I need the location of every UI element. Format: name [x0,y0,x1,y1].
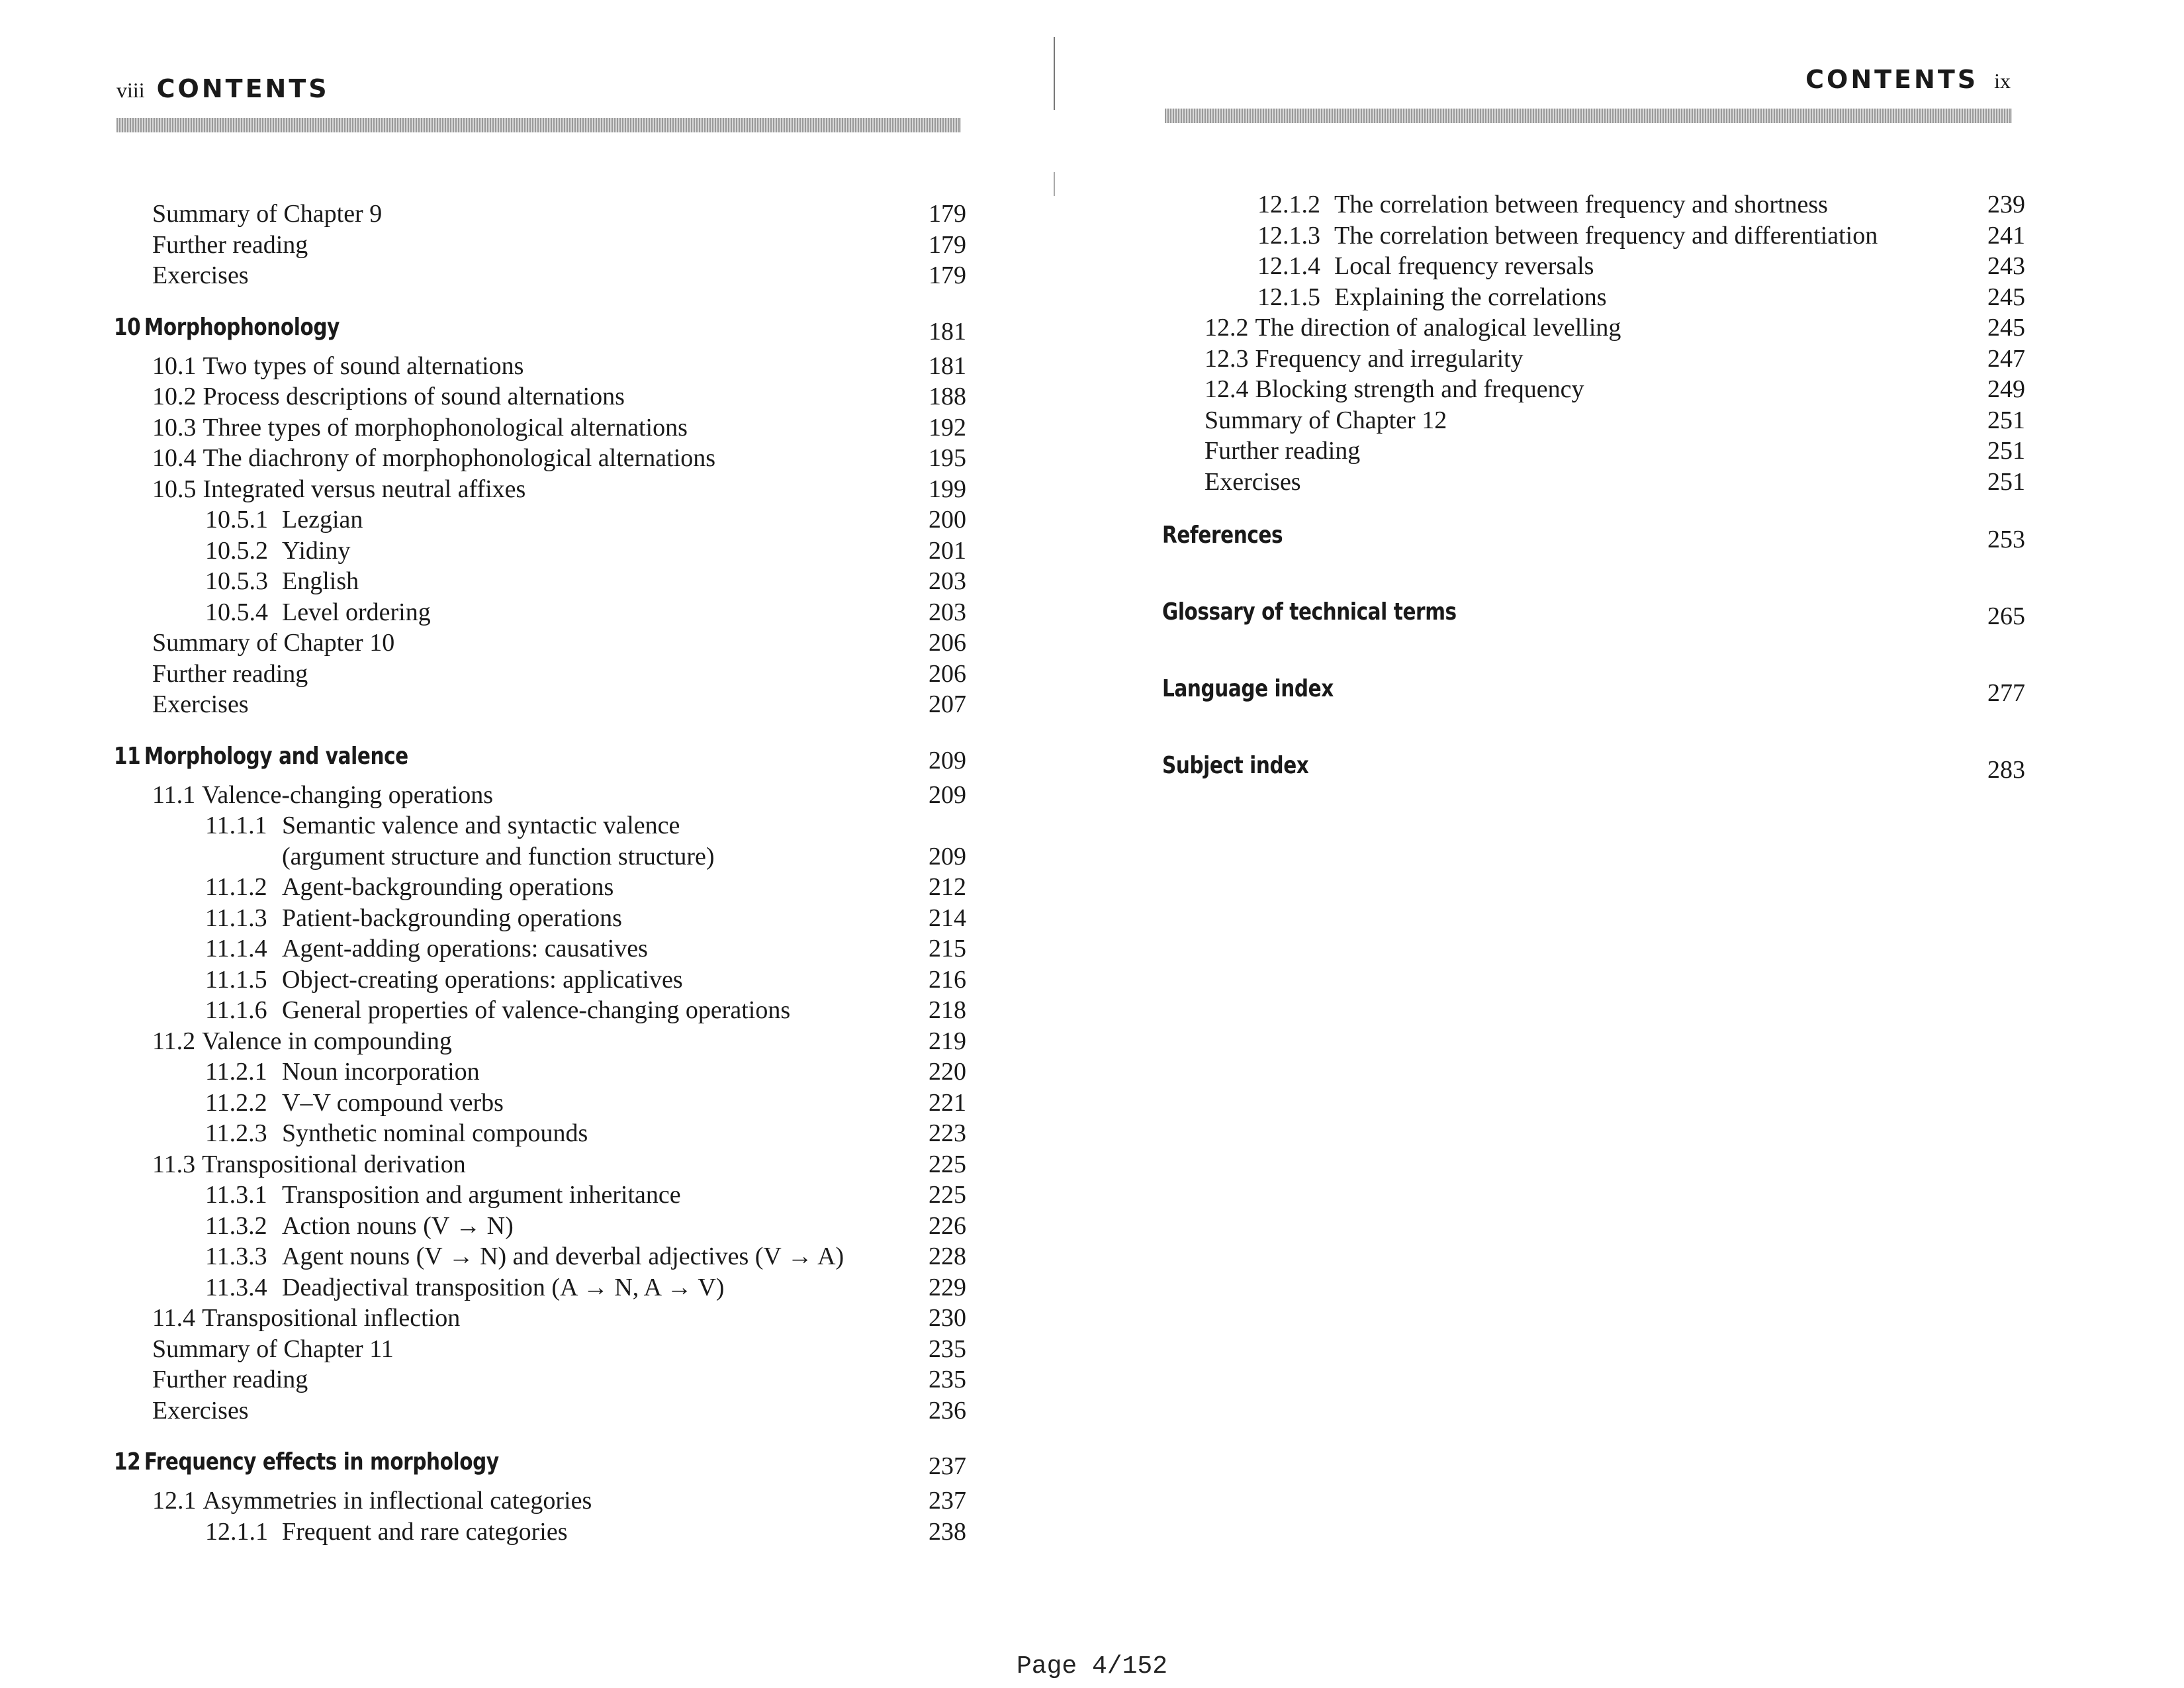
toc-entry-title: Glossary of technical terms [1162,598,1457,626]
toc-subsection [0,933,966,964]
toc-entry-page: 200 [929,506,966,534]
toc-entry-label [152,780,493,811]
toc-subsection [1125,189,2025,220]
toc-entry-label [205,1180,681,1211]
toc-entry-label [152,443,715,474]
toc-back-matter [1125,574,2025,651]
toc-entry-page: 192 [929,413,966,442]
toc-entry-page: 235 [929,1366,966,1393]
toc-entry-label [1257,220,1878,252]
toc-back-matter [1125,651,2025,727]
toc-entry-page: 212 [929,873,966,901]
toc-subsection [0,1180,966,1211]
toc-entry-label [152,628,394,659]
toc-entry-title: Summary of Chapter 10 [152,629,395,657]
toc-entry-number: 11.2.1 [205,1058,267,1086]
toc-entry-title: The correlation between frequency and shortness [1334,191,1828,218]
toc-entry-title: Valence in compounding [202,1027,452,1055]
toc-entry-number: 12.2 [1205,314,1249,342]
toc-entry-title: Further reading [152,1366,308,1393]
toc-entry-label [205,536,350,567]
toc-entry-label [205,1211,514,1242]
toc-entry-title: Valence-changing operations [202,780,494,809]
toc-section [0,381,966,412]
toc-entry-number: 10.2 [152,383,197,410]
toc-entry-label [152,1026,452,1057]
toc-entry-title: Local frequency reversals [1334,252,1594,280]
toc-entry-number: 10.5.1 [205,506,268,534]
toc-item [0,689,966,720]
toc-subsection [0,903,966,934]
toc-entry-label [152,1149,466,1180]
toc-entry-number: 10.5.3 [205,567,268,595]
right-page [1125,0,2184,1688]
toc-entry-number: 12.1.4 [1257,252,1320,280]
toc-entry-number: 11.1.3 [205,904,267,932]
toc-subsection [0,872,966,903]
toc-entry-page: 209 [929,746,966,774]
toc-entry-label [152,689,249,720]
toc-entry-page: 225 [929,1181,966,1209]
toc-entry-number: 11.2 [152,1027,196,1055]
toc-entry-number: 11.3 [152,1150,196,1178]
toc-entry-title: Process descriptions of sound alternations [203,383,625,410]
toc-chapter [0,305,966,351]
toc-subsection [0,566,966,597]
toc-entry-page: 251 [1987,467,2025,496]
toc-entry-number: 11.1 [152,780,196,809]
toc-entry-label [152,230,308,261]
toc-entry-title: Frequent and rare categories [282,1517,568,1546]
toc-item [0,628,966,659]
toc-section [1125,312,2025,344]
toc-entry-number: 12.1.3 [1257,221,1320,250]
toc-entry-page: 203 [929,567,966,595]
toc-entry-number: 10.5 [152,475,197,503]
toc-entry-page: 201 [929,536,966,565]
toc-entry-label [205,933,648,964]
toc-entry-number: 12 [114,1448,141,1476]
toc-entry-number: 12.3 [1205,344,1249,373]
toc-section [0,443,966,474]
toc-section [1125,344,2025,375]
toc-subsection [0,1211,966,1242]
toc-entry-title: General properties of valence-changing operations [282,996,791,1024]
toc-entry-label [152,474,525,505]
right-header-rule [1165,109,2012,123]
toc-entry-page: 236 [929,1396,966,1425]
toc-entry-label [205,504,363,536]
toc-entry-page: 245 [1987,283,2025,311]
toc-entry-number: 10.3 [152,413,197,442]
toc-entry-number: 11.1.6 [205,996,267,1024]
toc-entry-page: 277 [1987,679,2025,707]
toc-item [0,260,966,291]
toc-entry-page: 181 [929,352,966,380]
toc-entry-title: Explaining the correlations [1334,283,1607,311]
toc-item [1125,467,2025,498]
toc-entry-page: 188 [929,383,966,410]
toc-chapter [0,1439,966,1485]
toc-entry-number: 11.2.2 [205,1088,267,1117]
toc-section [0,1026,966,1057]
toc-entry-label [1162,727,1308,804]
toc-subsection [0,995,966,1026]
toc-entry-title: Subject index [1162,752,1309,779]
toc-entry-title: Exercises [1205,467,1301,496]
toc-entry-title: The direction of analogical levelling [1255,314,1621,342]
toc-subsection [0,964,966,996]
toc-entry-number: 11.1.4 [205,935,267,962]
toc-subsection [0,1118,966,1149]
toc-entry-number: 12.1.2 [1257,191,1320,218]
toc-entry-title: Further reading [152,230,308,259]
toc-section [0,474,966,505]
toc-section [0,351,966,382]
toc-section [0,780,966,811]
toc-entry-title: Blocking strength and frequency [1255,375,1584,403]
toc-entry-title: Synthetic nominal compounds [282,1119,588,1147]
toc-entry-page: 265 [1987,602,2025,630]
toc-entry-label [205,903,622,934]
toc-entry-label [1205,312,1621,344]
toc-item [0,1395,966,1427]
toc-entry-page: 230 [929,1304,966,1332]
toc-back-matter [1125,497,2025,574]
toc-entry-label [205,1272,724,1303]
toc-entry-number: 11.3.3 [205,1243,267,1270]
toc-subsection [0,810,966,841]
toc-entry-title: Exercises [152,1396,249,1425]
toc-entry-label [205,995,790,1026]
toc-entry-page: 218 [929,996,966,1024]
toc-entry-number: 11.2.3 [205,1119,267,1147]
toc-entry-page: 229 [929,1273,966,1301]
toc-entry-title: Exercises [152,690,249,718]
toc-item [1125,405,2025,436]
gutter-line [1054,172,1055,196]
toc-entry-number: 11.3.4 [205,1273,267,1301]
toc-entry-page: 249 [1987,375,2025,403]
right-header-title: CONTENTS [1805,65,1979,94]
toc-entry-number: 11.1.1 [205,812,267,839]
toc-entry-number: 12.1 [152,1487,197,1515]
toc-entry-title: The correlation between frequency and differentiation [1334,221,1878,250]
toc-entry-title: Integrated versus neutral affixes [203,475,526,503]
right-page-number: ix [1994,69,2011,93]
toc-entry-title: Frequency effects in morphology [144,1448,499,1476]
toc-entry-page: 251 [1987,437,2025,465]
left-header-title: CONTENTS [156,74,330,103]
toc-entry-page: 221 [929,1088,966,1117]
toc-entry-label [205,1118,588,1149]
toc-entry-page: 283 [1987,756,2025,784]
toc-entry-page: 243 [1987,252,2025,280]
toc-entry-page: 223 [929,1119,966,1147]
toc-entry-page: 179 [929,200,966,228]
toc-entry-label [205,810,680,841]
toc-entry-label [1205,374,1584,405]
toc-entry-label [205,1241,844,1272]
toc-entry-page: 206 [929,659,966,688]
toc-entry-page: 226 [929,1211,966,1240]
toc-entry-label [1162,651,1334,727]
left-header-rule [116,118,961,132]
toc-entry-title: Exercises [152,261,249,289]
toc-entry-page: 251 [1987,406,2025,434]
toc-entry-title: Further reading [152,659,308,688]
toc-entry-label [152,260,249,291]
toc-entry-title: Transposition and argument inheritance [282,1181,681,1209]
toc-entry-number: 11.3.1 [205,1181,267,1209]
toc-entry-page: 215 [929,935,966,962]
toc-entry-number: 10 [114,313,141,341]
toc-subsection [0,1241,966,1272]
toc-entry-title: Agent nouns (V → N) and deverbal adjectives (V → A) [282,1243,844,1270]
toc-item [0,1334,966,1365]
toc-subsection [0,597,966,628]
toc-entry-label [1257,251,1594,282]
toc-entry-page: 228 [929,1243,966,1270]
toc-entry-page: 179 [929,230,966,259]
gutter-line [1054,37,1055,110]
toc-entry-page: 238 [929,1517,966,1546]
toc-entry-number: 11.3.2 [205,1211,267,1240]
toc-entry-title: Agent-backgrounding operations [282,873,614,901]
toc-entry-page: 225 [929,1150,966,1178]
toc-entry-label [1257,189,1828,220]
toc-entry-page: 220 [929,1058,966,1086]
toc-entry-label [152,381,625,412]
toc-section [0,412,966,444]
toc-entry-title: Morphophonology [144,313,340,341]
toc-entry-page: 179 [929,261,966,289]
toc-subsection [1125,220,2025,252]
toc-back-matter [1125,727,2025,804]
toc-entry-page: 203 [929,598,966,626]
toc-entry-label [152,1395,249,1427]
toc-entry-page: 195 [929,444,966,472]
toc-entry-label [1162,497,1283,574]
toc-section [0,1485,966,1517]
toc-entry-label [205,964,683,996]
toc-entry-number: 10.5.2 [205,536,268,565]
toc-entry-title: Semantic valence and syntactic valence [282,812,680,839]
toc-entry-number: 11.1.2 [205,873,267,901]
toc-entry-number: 11.1.5 [205,965,267,994]
toc-subsection [1125,282,2025,313]
toc-entry-title: Object-creating operations: applicatives [282,965,683,994]
toc-entry-title: Patient-backgrounding operations [282,904,622,932]
toc-entry-label [1205,436,1360,467]
toc-entry-title: Deadjectival transposition (A → N, A → V) [282,1273,725,1301]
toc-entry-title: Transpositional inflection [202,1304,461,1332]
toc-entry-title: Two types of sound alternations [203,352,524,380]
toc-entry-title: Frequency and irregularity [1255,344,1524,373]
toc-entry-title: The diachrony of morphophonological alternations [203,444,716,472]
toc-entry-label [114,305,340,351]
toc-subsection [0,1056,966,1088]
toc-entry-number: 12.1.1 [205,1517,268,1546]
toc-entry-title: Further reading [1205,437,1361,465]
toc-entry-page: 241 [1987,221,2025,250]
toc-entry-number: 12.1.5 [1257,283,1320,311]
toc-item [0,659,966,690]
right-running-head [1805,65,2011,94]
toc-continuation [0,841,966,872]
toc-entry-title: References [1162,522,1283,549]
toc-entry-title: Asymmetries in inflectional categories [203,1487,592,1515]
toc-item [1125,436,2025,467]
toc-entry-title: Language index [1162,675,1334,702]
toc-entry-page: 209 [929,780,966,809]
toc-entry-label [152,1485,592,1517]
toc-item [0,199,966,230]
toc-entry-title: Summary of Chapter 12 [1205,406,1447,434]
toc-entry-label [205,872,614,903]
toc-entry-title: Lezgian [282,506,363,534]
toc-entry-label [114,733,408,780]
toc-entry-label [205,566,359,597]
toc-entry-label [205,597,431,628]
toc-entry-label [1257,282,1607,313]
left-page [0,0,1032,1688]
toc-entry-page: 207 [929,690,966,718]
toc-entry-label [1205,405,1447,436]
toc-entry-title: (argument structure and function structure) [282,842,715,870]
toc-entry-title: Action nouns (V → N) [282,1211,514,1240]
toc-entry-page: 219 [929,1027,966,1055]
toc-subsection [0,1517,966,1548]
toc-entry-label [152,1303,460,1334]
toc-entry-page: 199 [929,475,966,503]
toc-subsection [1125,251,2025,282]
toc-entry-page: 181 [929,317,966,346]
toc-entry-title: Noun incorporation [282,1058,480,1086]
toc-entry-title: Three types of morphophonological alternations [203,413,688,442]
toc-section [1125,374,2025,405]
toc-entry-title: Agent-adding operations: causatives [282,935,648,962]
toc-entry-number: 10.5.4 [205,598,268,626]
toc-entry-label [282,841,715,872]
toc-entry-label [205,1056,480,1088]
toc-entry-page: 235 [929,1335,966,1363]
toc-entry-page: 253 [1987,526,2025,553]
toc-entry-title: Level ordering [282,598,431,626]
toc-entry-title: V–V compound verbs [282,1088,504,1117]
toc-entry-page: 239 [1987,191,2025,218]
left-page-number: viii [116,78,145,102]
toc-entry-title: English [282,567,359,595]
toc-subsection [0,536,966,567]
toc-entry-number: 11 [114,742,141,770]
toc-section [0,1303,966,1334]
toc-entry-number: 10.1 [152,352,197,380]
toc-entry-label [152,1364,308,1395]
right-toc [1125,189,2025,804]
toc-section [0,1149,966,1180]
toc-item [0,1364,966,1395]
toc-item [0,230,966,261]
toc-entry-label [152,412,688,444]
toc-entry-number: 12.4 [1205,375,1249,403]
toc-subsection [0,1088,966,1119]
toc-entry-label [205,1088,504,1119]
toc-subsection [0,504,966,536]
toc-chapter [0,733,966,780]
toc-entry-title: Summary of Chapter 9 [152,200,383,228]
toc-entry-page: 206 [929,629,966,657]
toc-entry-label [1162,574,1457,651]
toc-entry-title: Yidiny [282,536,351,565]
toc-entry-title: Morphology and valence [144,742,408,770]
toc-entry-number: 11.4 [152,1304,196,1332]
toc-entry-label [152,351,523,382]
toc-entry-label [152,1334,394,1365]
toc-entry-page: 237 [929,1452,966,1480]
left-toc [0,199,966,1547]
toc-entry-label [1205,467,1301,498]
toc-entry-label [114,1439,499,1485]
toc-entry-title: Transpositional derivation [202,1150,466,1178]
toc-entry-label [152,199,382,230]
toc-entry-label [152,659,308,690]
toc-entry-page: 214 [929,904,966,932]
toc-entry-number: 10.4 [152,444,197,472]
page-indicator: Page 4/152 [1016,1652,1168,1681]
toc-entry-page: 245 [1987,314,2025,342]
toc-entry-label [1205,344,1524,375]
toc-entry-label [205,1517,568,1548]
toc-entry-page: 247 [1987,344,2025,373]
toc-subsection [0,1272,966,1303]
toc-entry-page: 209 [929,842,966,870]
toc-entry-page: 237 [929,1487,966,1515]
toc-entry-page: 216 [929,965,966,994]
left-running-head [116,74,330,103]
toc-entry-title: Summary of Chapter 11 [152,1335,394,1363]
